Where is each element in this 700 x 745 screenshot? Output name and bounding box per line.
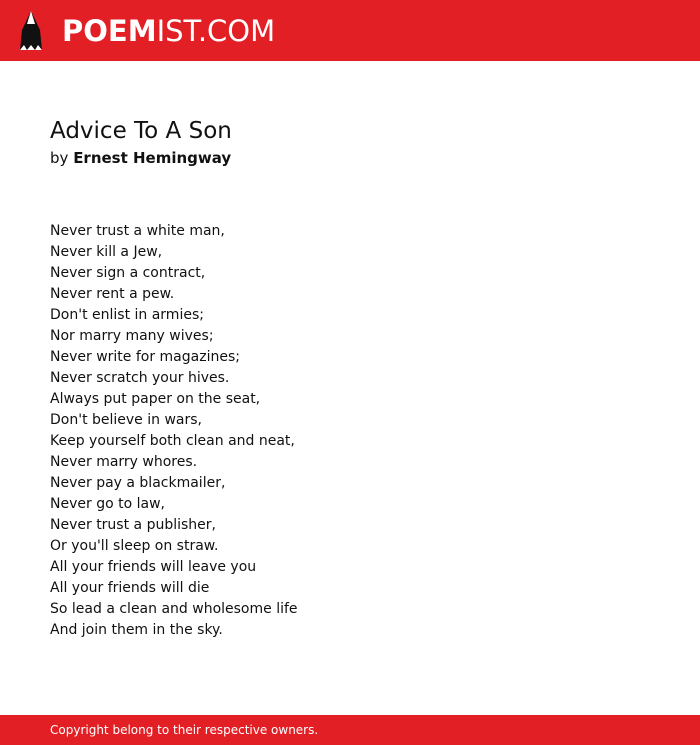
poem-line: Always put paper on the seat, bbox=[50, 391, 261, 407]
poem-line: Don't believe in wars, bbox=[50, 412, 202, 428]
site-logo[interactable] bbox=[62, 11, 275, 51]
site-footer bbox=[0, 715, 700, 745]
poem-author[interactable]: Ernest Hemingway bbox=[73, 149, 232, 167]
poem-line: Never pay a blackmailer, bbox=[50, 475, 226, 491]
site-header bbox=[0, 0, 700, 61]
poem-line: All your friends will leave you bbox=[50, 559, 257, 575]
poem-line: So lead a clean and wholesome life bbox=[50, 601, 298, 617]
poem-line: Nor marry many wives; bbox=[50, 328, 214, 344]
poem-title: Advice To A Son bbox=[50, 118, 232, 144]
poem-line: Keep yourself both clean and neat, bbox=[50, 433, 295, 449]
poem-line: Never scratch your hives. bbox=[50, 370, 230, 386]
logo-text-bold: POEM bbox=[62, 14, 157, 48]
poem-line: Never rent a pew. bbox=[50, 286, 175, 302]
poem-line: Never go to law, bbox=[50, 496, 165, 512]
poem-line: Or you'll sleep on straw. bbox=[50, 538, 219, 554]
logo-text-light: IST.COM bbox=[156, 14, 276, 48]
poem-line: Never trust a white man, bbox=[50, 223, 225, 239]
poem-body bbox=[50, 221, 670, 641]
poem-line: Never write for magazines; bbox=[50, 349, 240, 365]
poem-line: All your friends will die bbox=[50, 580, 210, 596]
poem-content bbox=[50, 115, 670, 641]
poem-line: Don't enlist in armies; bbox=[50, 307, 204, 323]
by-label: by bbox=[50, 149, 69, 167]
poem-byline bbox=[50, 147, 670, 169]
poem-line: And join them in the sky. bbox=[50, 622, 223, 638]
pen-nib-icon[interactable] bbox=[18, 10, 44, 52]
poem-line: Never sign a contract, bbox=[50, 265, 206, 281]
poem-line: Never marry whores. bbox=[50, 454, 198, 470]
poem-line: Never trust a publisher, bbox=[50, 517, 216, 533]
copyright-text: Copyright belong to their respective owners. bbox=[50, 723, 319, 737]
poem-line: Never kill a Jew, bbox=[50, 244, 163, 260]
